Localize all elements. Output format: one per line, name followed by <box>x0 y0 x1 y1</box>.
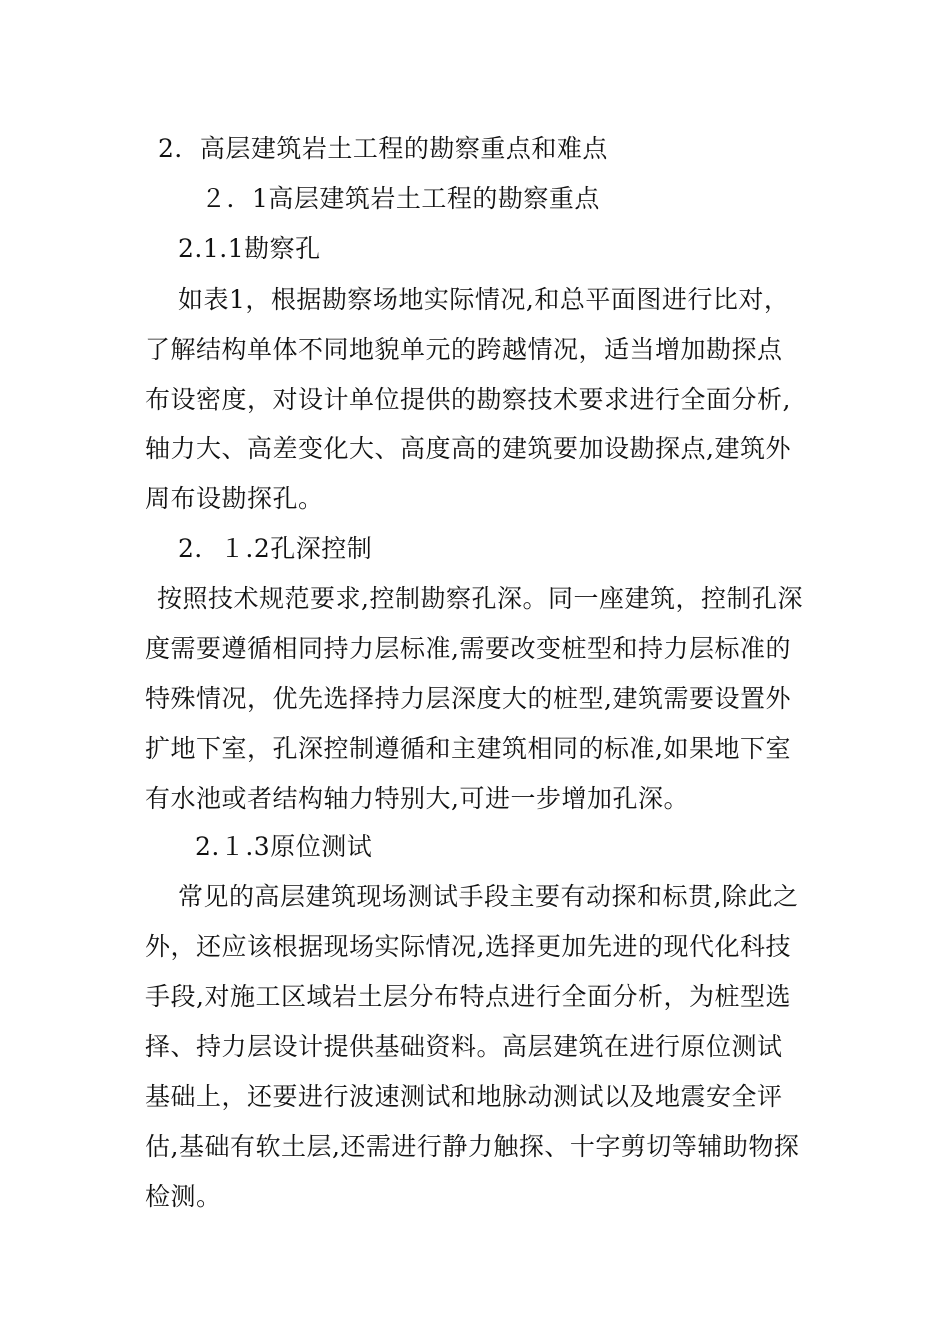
heading-2: 2．高层建筑岩土工程的勘察重点和难点 <box>158 134 608 163</box>
paragraph-line: 按照技术规范要求,控制勘察孔深。同一座建筑，控制孔深 <box>157 584 803 613</box>
paragraph-line: 择、持力层设计提供基础资料。高层建筑在进行原位测试 <box>145 1032 783 1061</box>
paragraph-line: 如表1，根据勘察场地实际情况,和总平面图进行比对， <box>178 285 790 314</box>
section-2-1-2-title: 2．１.2孔深控制 <box>178 534 373 563</box>
paragraph-line: 周布设勘探孔。 <box>145 484 324 513</box>
section-2-1-3-title: 2.１.3原位测试 <box>195 832 373 861</box>
paragraph-line: 布设密度，对设计单位提供的勘察技术要求进行全面分析, <box>145 385 791 414</box>
paragraph-line: 外，还应该根据现场实际情况,选择更加先进的现代化科技 <box>145 932 791 961</box>
paragraph-line: 扩地下室，孔深控制遵循和主建筑相同的标准,如果地下室 <box>145 734 791 763</box>
paragraph-line: 了解结构单体不同地貌单元的跨越情况，适当增加勘探点 <box>145 335 783 364</box>
paragraph-line: 估,基础有软土层,还需进行静力触探、十字剪切等辅助物探 <box>145 1132 800 1161</box>
paragraph-line: 有水池或者结构轴力特别大,可进一步增加孔深。 <box>145 784 689 813</box>
section-2-1-1-title: 2.1.1勘察孔 <box>178 234 321 263</box>
paragraph-line: 常见的高层建筑现场测试手段主要有动探和标贯,除此之 <box>178 882 799 911</box>
paragraph-line: 检测。 <box>145 1182 222 1211</box>
paragraph-line: 轴力大、高差变化大、高度高的建筑要加设勘探点,建筑外 <box>145 434 791 463</box>
paragraph-line: 度需要遵循相同持力层标准,需要改变桩型和持力层标准的 <box>145 634 791 663</box>
paragraph-line: 特殊情况，优先选择持力层深度大的桩型,建筑需要设置外 <box>145 684 791 713</box>
heading-2-1: ２．1高层建筑岩土工程的勘察重点 <box>201 184 600 213</box>
paragraph-line: 手段,对施工区域岩土层分布特点进行全面分析，为桩型选 <box>145 982 791 1011</box>
paragraph-line: 基础上，还要进行波速测试和地脉动测试以及地震安全评 <box>145 1082 783 1111</box>
